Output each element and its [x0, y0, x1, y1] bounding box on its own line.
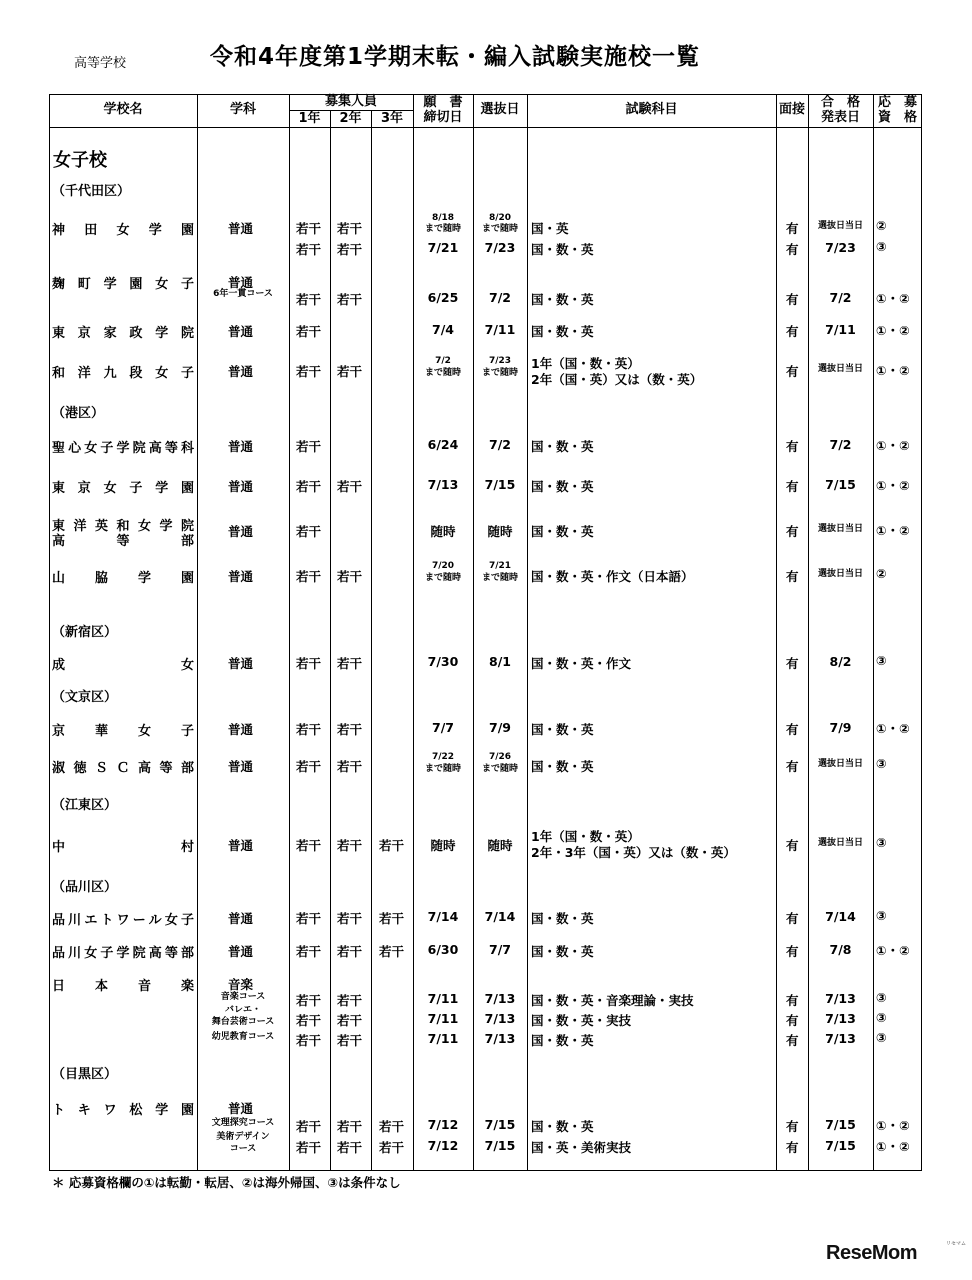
grade1: 若干 — [296, 1033, 322, 1048]
deadline: 7/11 — [427, 991, 459, 1006]
qualification: ③ — [876, 653, 887, 668]
grade2: 若干 — [337, 911, 363, 926]
col-header-grade3: 3年 — [380, 111, 404, 126]
qualification: ③ — [876, 1010, 887, 1025]
interview: 有 — [786, 722, 799, 737]
subjects: 国・数・英 — [531, 722, 594, 737]
interview: 有 — [786, 1119, 799, 1134]
grade2: 若干 — [337, 242, 363, 257]
course-sub: 6年一貫コース — [213, 289, 273, 299]
grade1: 若干 — [296, 656, 322, 671]
subjects: 国・英 — [531, 221, 569, 236]
deadline: 7/11 — [427, 1031, 459, 1046]
course: 普通 — [228, 439, 254, 454]
grade2: 若干 — [337, 292, 363, 307]
result-date: 7/13 — [825, 991, 856, 1006]
qualification: ①・② — [876, 323, 910, 338]
deadline: 7/2 — [435, 356, 451, 366]
deadline: 7/4 — [432, 322, 454, 337]
page-title: 令和4年度第1学期末転・編入試験実施校一覧 — [210, 44, 701, 70]
ward-label: （新宿区） — [52, 625, 118, 640]
exam-date: 7/9 — [489, 720, 511, 735]
grade2: 若干 — [337, 1013, 363, 1028]
school-name: 中村 — [52, 840, 194, 855]
subjects: 2年（国・英）又は（数・英） — [531, 372, 703, 387]
subjects: 国・数・英・作文 — [531, 656, 632, 671]
col-header-deadline-2: 締切日 — [423, 110, 463, 125]
deadline-note: まで随時 — [424, 224, 461, 234]
school-name: 品川女子学院高等部 — [52, 946, 194, 961]
deadline: 6/25 — [427, 290, 459, 305]
grade1: 若干 — [296, 292, 322, 307]
school-name-line2: 高等部 — [52, 534, 194, 549]
grade2: 若干 — [337, 656, 363, 671]
interview: 有 — [786, 364, 799, 379]
result-date: 選抜日当日 — [817, 759, 863, 769]
resemom-logo: ReseMom — [826, 1242, 917, 1264]
course-sub: コース — [229, 1144, 257, 1154]
qualification: ② — [876, 566, 887, 581]
footnote: ＊ 応募資格欄の①は転勤・転居、②は海外帰国、③は条件なし — [52, 1175, 401, 1190]
exam-date: 7/21 — [488, 561, 512, 571]
grade1: 若干 — [296, 759, 322, 774]
interview: 有 — [786, 1033, 799, 1048]
exam-date: 7/13 — [484, 991, 516, 1006]
col-header-interview: 面接 — [778, 102, 805, 117]
course-sub: 幼児教育コース — [211, 1032, 275, 1042]
grade1: 若干 — [296, 911, 322, 926]
course: 普通 — [228, 944, 254, 959]
result-date: 7/15 — [825, 477, 856, 492]
interview: 有 — [786, 911, 799, 926]
deadline: 7/13 — [427, 477, 459, 492]
qualification: ①・② — [876, 1139, 910, 1154]
deadline-note: まで随時 — [424, 573, 461, 583]
qualification: ③ — [876, 756, 887, 771]
deadline: 7/20 — [431, 561, 455, 571]
subjects: 国・数・英 — [531, 324, 594, 339]
subjects: 国・数・英・実技 — [531, 1013, 632, 1028]
resemom-logo-mark: リセマム — [946, 1241, 966, 1247]
interview: 有 — [786, 292, 799, 307]
result-date: 7/23 — [825, 240, 856, 255]
deadline: 6/24 — [427, 437, 459, 452]
course-sub: 音楽コース — [220, 992, 266, 1002]
qualification: ①・② — [876, 1118, 910, 1133]
course: 普通 — [228, 911, 254, 926]
grade3: 若干 — [379, 944, 405, 959]
grade2: 若干 — [337, 1119, 363, 1134]
result-date: 8/2 — [829, 654, 852, 669]
result-date: 7/8 — [829, 942, 852, 957]
course-sub: 文理探究コース — [211, 1118, 275, 1128]
exam-date: 随時 — [487, 838, 513, 853]
deadline: 7/12 — [427, 1117, 459, 1132]
school-type-label: 高等学校 — [74, 56, 127, 71]
grade1: 若干 — [296, 838, 322, 853]
deadline: 6/30 — [427, 942, 459, 957]
col-divider — [473, 94, 474, 1171]
subjects: 国・数・英 — [531, 242, 594, 257]
result-date: 7/2 — [829, 290, 852, 305]
exam-date: 7/11 — [484, 322, 516, 337]
result-date: 7/9 — [829, 720, 852, 735]
exam-date: 7/15 — [484, 1138, 516, 1153]
grade1: 若干 — [296, 439, 322, 454]
deadline-note: まで随時 — [424, 368, 461, 378]
qualification: ①・② — [876, 291, 910, 306]
col-header-result-2: 発表日 — [820, 110, 860, 125]
interview: 有 — [786, 242, 799, 257]
ward-label: （江東区） — [52, 798, 118, 813]
grade1: 若干 — [296, 944, 322, 959]
col-header-school: 学校名 — [103, 102, 143, 117]
deadline: 7/12 — [427, 1138, 459, 1153]
subjects: 国・数・英・作文（日本語） — [531, 569, 694, 584]
course: 普通 — [228, 569, 254, 584]
grade3: 若干 — [379, 838, 405, 853]
grade1: 若干 — [296, 1140, 322, 1155]
subjects: 国・数・英 — [531, 1119, 594, 1134]
subjects: 国・英・美術実技 — [531, 1140, 632, 1155]
result-date: 7/13 — [825, 1011, 856, 1026]
course: 普通 — [228, 364, 254, 379]
qualification: ③ — [876, 990, 887, 1005]
school-name: 神田女学園 — [52, 223, 194, 238]
exam-date: 7/26 — [488, 752, 512, 762]
school-name: 山脇学園 — [52, 571, 194, 586]
col-header-subjects: 試験科目 — [625, 102, 678, 117]
grade1: 若干 — [296, 364, 322, 379]
course: 普通 — [228, 722, 254, 737]
ward-label: （品川区） — [52, 880, 118, 895]
exam-date: 7/13 — [484, 1011, 516, 1026]
interview: 有 — [786, 569, 799, 584]
col-divider — [808, 94, 809, 1171]
school-name: 東京家政学院 — [52, 326, 194, 341]
school-name: 日本音楽 — [52, 979, 194, 994]
exam-date-note: まで随時 — [481, 368, 518, 378]
interview: 有 — [786, 838, 799, 853]
col-divider — [330, 110, 331, 1171]
col-header-qual-1: 応 募 — [877, 95, 917, 110]
course: 普通 — [228, 324, 254, 339]
ward-label: （港区） — [52, 406, 105, 421]
subjects: 国・数・英 — [531, 759, 594, 774]
grade1: 若干 — [296, 722, 322, 737]
col-divider — [371, 110, 372, 1171]
subjects: 1年（国・数・英） — [531, 356, 640, 371]
interview: 有 — [786, 524, 799, 539]
course-sub: バレエ・ — [224, 1005, 261, 1015]
deadline: 7/21 — [427, 240, 459, 255]
ward-label: （文京区） — [52, 690, 118, 705]
col-header-course: 学科 — [229, 102, 256, 117]
deadline: 7/30 — [427, 654, 459, 669]
grade1: 若干 — [296, 479, 322, 494]
exam-date-note: まで随時 — [481, 573, 518, 583]
course: 普通 — [228, 656, 254, 671]
col-divider — [873, 94, 874, 1171]
grade2: 若干 — [337, 993, 363, 1008]
course: 普通 — [228, 524, 254, 539]
subjects: 国・数・英 — [531, 479, 594, 494]
subjects: 国・数・英 — [531, 292, 594, 307]
qualification: ①・② — [876, 363, 910, 378]
deadline: 7/11 — [427, 1011, 459, 1026]
qualification: ①・② — [876, 478, 910, 493]
col-header-deadline-1: 願 書 — [423, 95, 463, 110]
grade1: 若干 — [296, 569, 322, 584]
qualification: ③ — [876, 1030, 887, 1045]
grade2: 若干 — [337, 1140, 363, 1155]
subjects: 国・数・英 — [531, 911, 594, 926]
col-divider — [527, 94, 528, 1171]
subjects: 国・数・英 — [531, 1033, 594, 1048]
grade3: 若干 — [379, 1119, 405, 1134]
course: 音楽 — [228, 977, 254, 992]
course-sub: 美術デザイン — [216, 1132, 270, 1142]
exam-date: 7/13 — [484, 1031, 516, 1046]
course: 普通 — [228, 838, 254, 853]
school-name: 淑徳ＳＣ高等部 — [52, 761, 194, 776]
grade1: 若干 — [296, 993, 322, 1008]
qualification: ② — [876, 218, 887, 233]
result-date: 選抜日当日 — [817, 221, 863, 231]
course: 普通 — [228, 275, 254, 290]
exam-date: 7/7 — [489, 942, 511, 957]
subjects: 1年（国・数・英） — [531, 829, 640, 844]
exam-date: 7/23 — [484, 240, 516, 255]
grade3: 若干 — [379, 911, 405, 926]
deadline: 随時 — [430, 838, 456, 853]
school-name: 麹町学園女子 — [52, 277, 194, 292]
interview: 有 — [786, 324, 799, 339]
result-date: 7/15 — [825, 1117, 856, 1132]
exam-date-note: まで随時 — [481, 764, 518, 774]
category-title: 女子校 — [53, 150, 107, 171]
grade2: 若干 — [337, 838, 363, 853]
qualification: ③ — [876, 908, 887, 923]
grade2: 若干 — [337, 944, 363, 959]
grade1: 若干 — [296, 324, 322, 339]
interview: 有 — [786, 993, 799, 1008]
subjects: 国・数・英 — [531, 944, 594, 959]
school-name: 東洋英和女学院 — [52, 519, 194, 534]
interview: 有 — [786, 1140, 799, 1155]
course: 普通 — [228, 479, 254, 494]
course-sub: 舞台芸術コース — [211, 1017, 275, 1027]
grade2: 若干 — [337, 221, 363, 236]
interview: 有 — [786, 759, 799, 774]
result-date: 7/11 — [825, 322, 856, 337]
col-header-recruit: 募集人員 — [324, 94, 377, 109]
grade2: 若干 — [337, 479, 363, 494]
col-header-exam-date: 選抜日 — [480, 102, 520, 117]
exam-date-note: まで随時 — [481, 224, 518, 234]
qualification: ③ — [876, 239, 887, 254]
exam-date: 7/23 — [488, 356, 512, 366]
deadline: 7/22 — [431, 752, 455, 762]
qualification: ③ — [876, 835, 887, 850]
result-date: 選抜日当日 — [817, 364, 863, 374]
interview: 有 — [786, 221, 799, 236]
col-divider — [289, 94, 290, 1171]
col-header-qual-2: 資 格 — [877, 110, 917, 125]
deadline: 随時 — [430, 524, 456, 539]
course: 普通 — [228, 221, 254, 236]
result-date: 7/2 — [829, 437, 852, 452]
school-name: 和洋九段女子 — [52, 366, 194, 381]
subjects: 2年・3年（国・英）又は（数・英） — [531, 845, 736, 860]
school-name: 聖心女子学院高等科 — [52, 441, 194, 456]
header-bottom-line — [49, 127, 922, 128]
qualification: ①・② — [876, 943, 910, 958]
school-name: 東京女子学園 — [52, 481, 194, 496]
interview: 有 — [786, 656, 799, 671]
deadline-note: まで随時 — [424, 764, 461, 774]
result-date: 7/13 — [825, 1031, 856, 1046]
school-name: 品川エトワール女子 — [52, 913, 194, 928]
ward-label: （目黒区） — [52, 1067, 118, 1082]
interview: 有 — [786, 1013, 799, 1028]
deadline: 8/18 — [431, 213, 455, 223]
subjects: 国・数・英 — [531, 439, 594, 454]
result-date: 7/15 — [825, 1138, 856, 1153]
exam-date: 7/15 — [484, 477, 516, 492]
school-name: 京華女子 — [52, 724, 194, 739]
grade2: 若干 — [337, 1033, 363, 1048]
col-divider — [776, 94, 777, 1171]
exam-date: 随時 — [487, 524, 513, 539]
grade1: 若干 — [296, 1119, 322, 1134]
qualification: ①・② — [876, 721, 910, 736]
subjects: 国・数・英・音楽理論・実技 — [531, 993, 694, 1008]
result-date: 選抜日当日 — [817, 524, 863, 534]
col-header-grade1: 1年 — [298, 111, 321, 126]
ward-label: （千代田区） — [52, 184, 131, 199]
grade2: 若干 — [337, 759, 363, 774]
grade1: 若干 — [296, 524, 322, 539]
exam-date: 7/2 — [489, 290, 511, 305]
school-name: トキワ松学園 — [52, 1103, 194, 1118]
exam-date: 7/2 — [489, 437, 511, 452]
result-date: 7/14 — [825, 909, 856, 924]
qualification: ①・② — [876, 438, 910, 453]
interview: 有 — [786, 479, 799, 494]
exam-date: 7/15 — [484, 1117, 516, 1132]
grade1: 若干 — [296, 221, 322, 236]
col-header-result-1: 合 格 — [820, 95, 860, 110]
exam-date: 7/14 — [484, 909, 516, 924]
interview: 有 — [786, 944, 799, 959]
col-divider — [413, 94, 414, 1171]
result-date: 選抜日当日 — [817, 569, 863, 579]
deadline: 7/14 — [427, 909, 459, 924]
interview: 有 — [786, 439, 799, 454]
course: 普通 — [228, 759, 254, 774]
qualification: ①・② — [876, 523, 910, 538]
grade2: 若干 — [337, 364, 363, 379]
col-header-grade2: 2年 — [339, 111, 362, 126]
exam-date: 8/1 — [489, 654, 511, 669]
grade2: 若干 — [337, 569, 363, 584]
subjects: 国・数・英 — [531, 524, 594, 539]
grade1: 若干 — [296, 1013, 322, 1028]
grade1: 若干 — [296, 242, 322, 257]
school-name: 成女 — [52, 658, 194, 673]
course: 普通 — [228, 1101, 254, 1116]
deadline: 7/7 — [432, 720, 454, 735]
exam-date: 8/20 — [488, 213, 512, 223]
result-date: 選抜日当日 — [817, 838, 863, 848]
grade2: 若干 — [337, 722, 363, 737]
grade3: 若干 — [379, 1140, 405, 1155]
